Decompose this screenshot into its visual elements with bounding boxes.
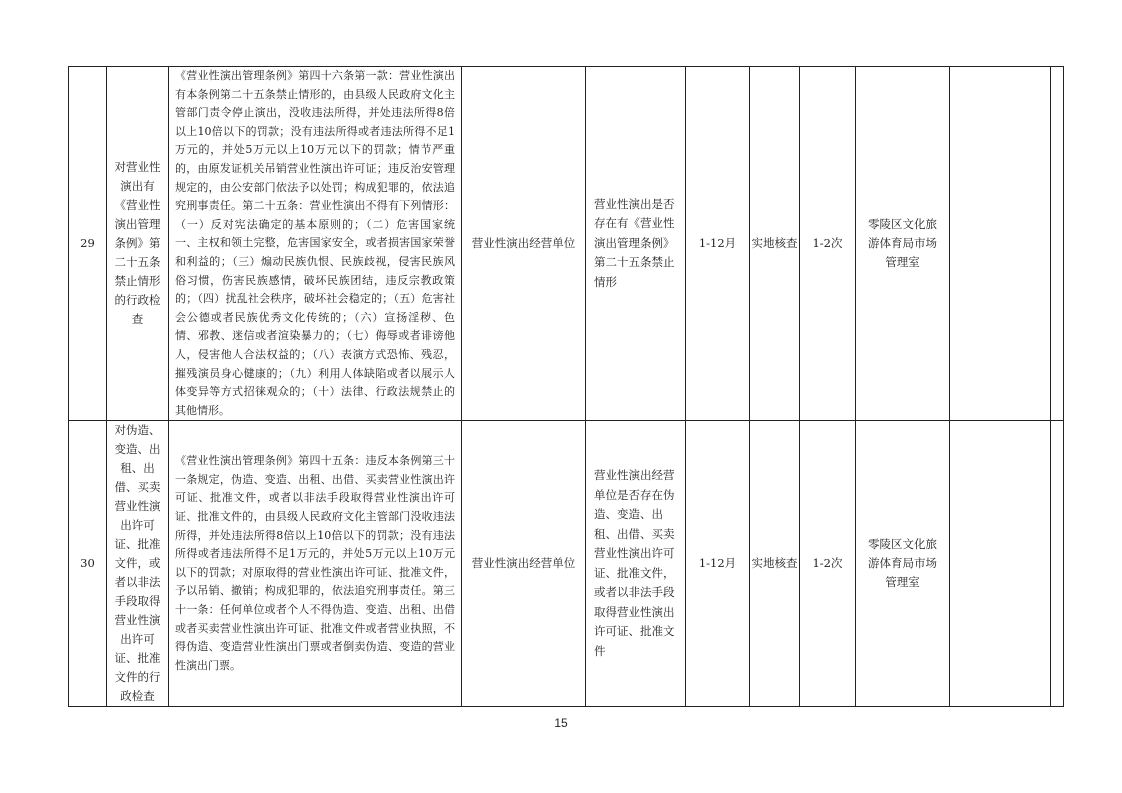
inspection-table [68,66,1064,707]
legal-basis: 《营业性演出管理条例》第四十五条：违反本条例第三十一条规定，伪造、变造、出租、出借、买卖营业性演出许可证、批准文件，或者以非法手段取得营业性演出许可证、批准文件的，由县级人民政府文化主管部门没收违法所得，并处违法所得8倍以上10倍以下的罚款；没有违法所得或者违法所得不足1万元的，并处5万元以上10万元以下的罚款；对原取得的营业性演出许可证、批准文件，予以吊销、撤销；构成犯罪的，依法追究刑事责任。第三十一条：任何单位或者个人不得伪造、变造、出租、出借或者买卖营业性演出许可证、批准文件或者营业执照，不得伪造、变造营业性演出门票或者倒卖伪造、变造的营业性演出门票。 [169,421,462,707]
legal-basis: 《营业性演出管理条例》第四十六条第一款：营业性演出有本条例第二十五条禁止情形的，由县级人民政府文化主管部门责令停止演出，没收违法所得，并处违法所得8倍以上10倍以下的罚款；没有违法所得或者违法所得不足1万元的，并处5万元以上10万元以下的罚款；情节严重的，由原发证机关吊销营业性演出许可证；违反治安管理规定的，由公安部门依法予以处罚；构成犯罪的，依法追究刑事责任。第二十五条：营业性演出不得有下列情形：（一）反对宪法确定的基本原则的；（二）危害国家统一、主权和领土完整，危害国家安全，或者损害国家荣誉和利益的；（三）煽动民族仇恨、民族歧视，侵害民族风俗习惯，伤害民族感情，破坏民族团结，违反宗教政策的；（四）扰乱社会秩序，破坏社会稳定的；（五）危害社会公德或者民族优秀文化传统的；（六）宣扬淫秽、色情、邪教、迷信或者渲染暴力的；（七）侮辱或者诽谤他人，侵害他人合法权益的；（八）表演方式恐怖、残忍，摧残演员身心健康的；（九）利用人体缺陷或者以展示人体变异等方式招徕观众的；（十）法律、行政法规禁止的其他情形。 [169,67,462,421]
inspection-object: 营业性演出经营单位 [462,421,586,707]
inspection-item: 对伪造、变造、出租、出借、买卖营业性演出许可证、批准文件，或者以非法手段取得营业性演出许可证、批准文件的行政检查 [107,421,169,707]
row-number: 29 [69,67,107,421]
inspection-frequency: 1-2次 [800,421,856,707]
inspection-content: 营业性演出经营单位是否存在伪造、变造、出租、出借、买卖营业性演出许可证、批准文件，或者以非法手段取得营业性演出许可证、批准文件 [586,421,686,707]
empty-cell [950,67,1051,421]
responsible-department: 零陵区文化旅游体育局市场管理室 [856,67,950,421]
inspection-frequency: 1-2次 [800,67,856,421]
inspection-item: 对营业性演出有《营业性演出管理条例》第二十五条禁止情形的行政检查 [107,67,169,421]
empty-cell [1051,421,1064,707]
inspection-object: 营业性演出经营单位 [462,67,586,421]
responsible-department: 零陵区文化旅游体育局市场管理室 [856,421,950,707]
table-row [69,421,1064,707]
row-number: 30 [69,421,107,707]
empty-cell [950,421,1051,707]
inspection-method: 实地核查 [750,67,800,421]
inspection-period: 1-12月 [686,421,750,707]
inspection-content: 营业性演出是否存在有《营业性演出管理条例》第二十五条禁止情形 [586,67,686,421]
inspection-period: 1-12月 [686,67,750,421]
page-number: 15 [554,716,568,730]
table-row [69,67,1064,421]
empty-cell [1051,67,1064,421]
inspection-method: 实地核查 [750,421,800,707]
